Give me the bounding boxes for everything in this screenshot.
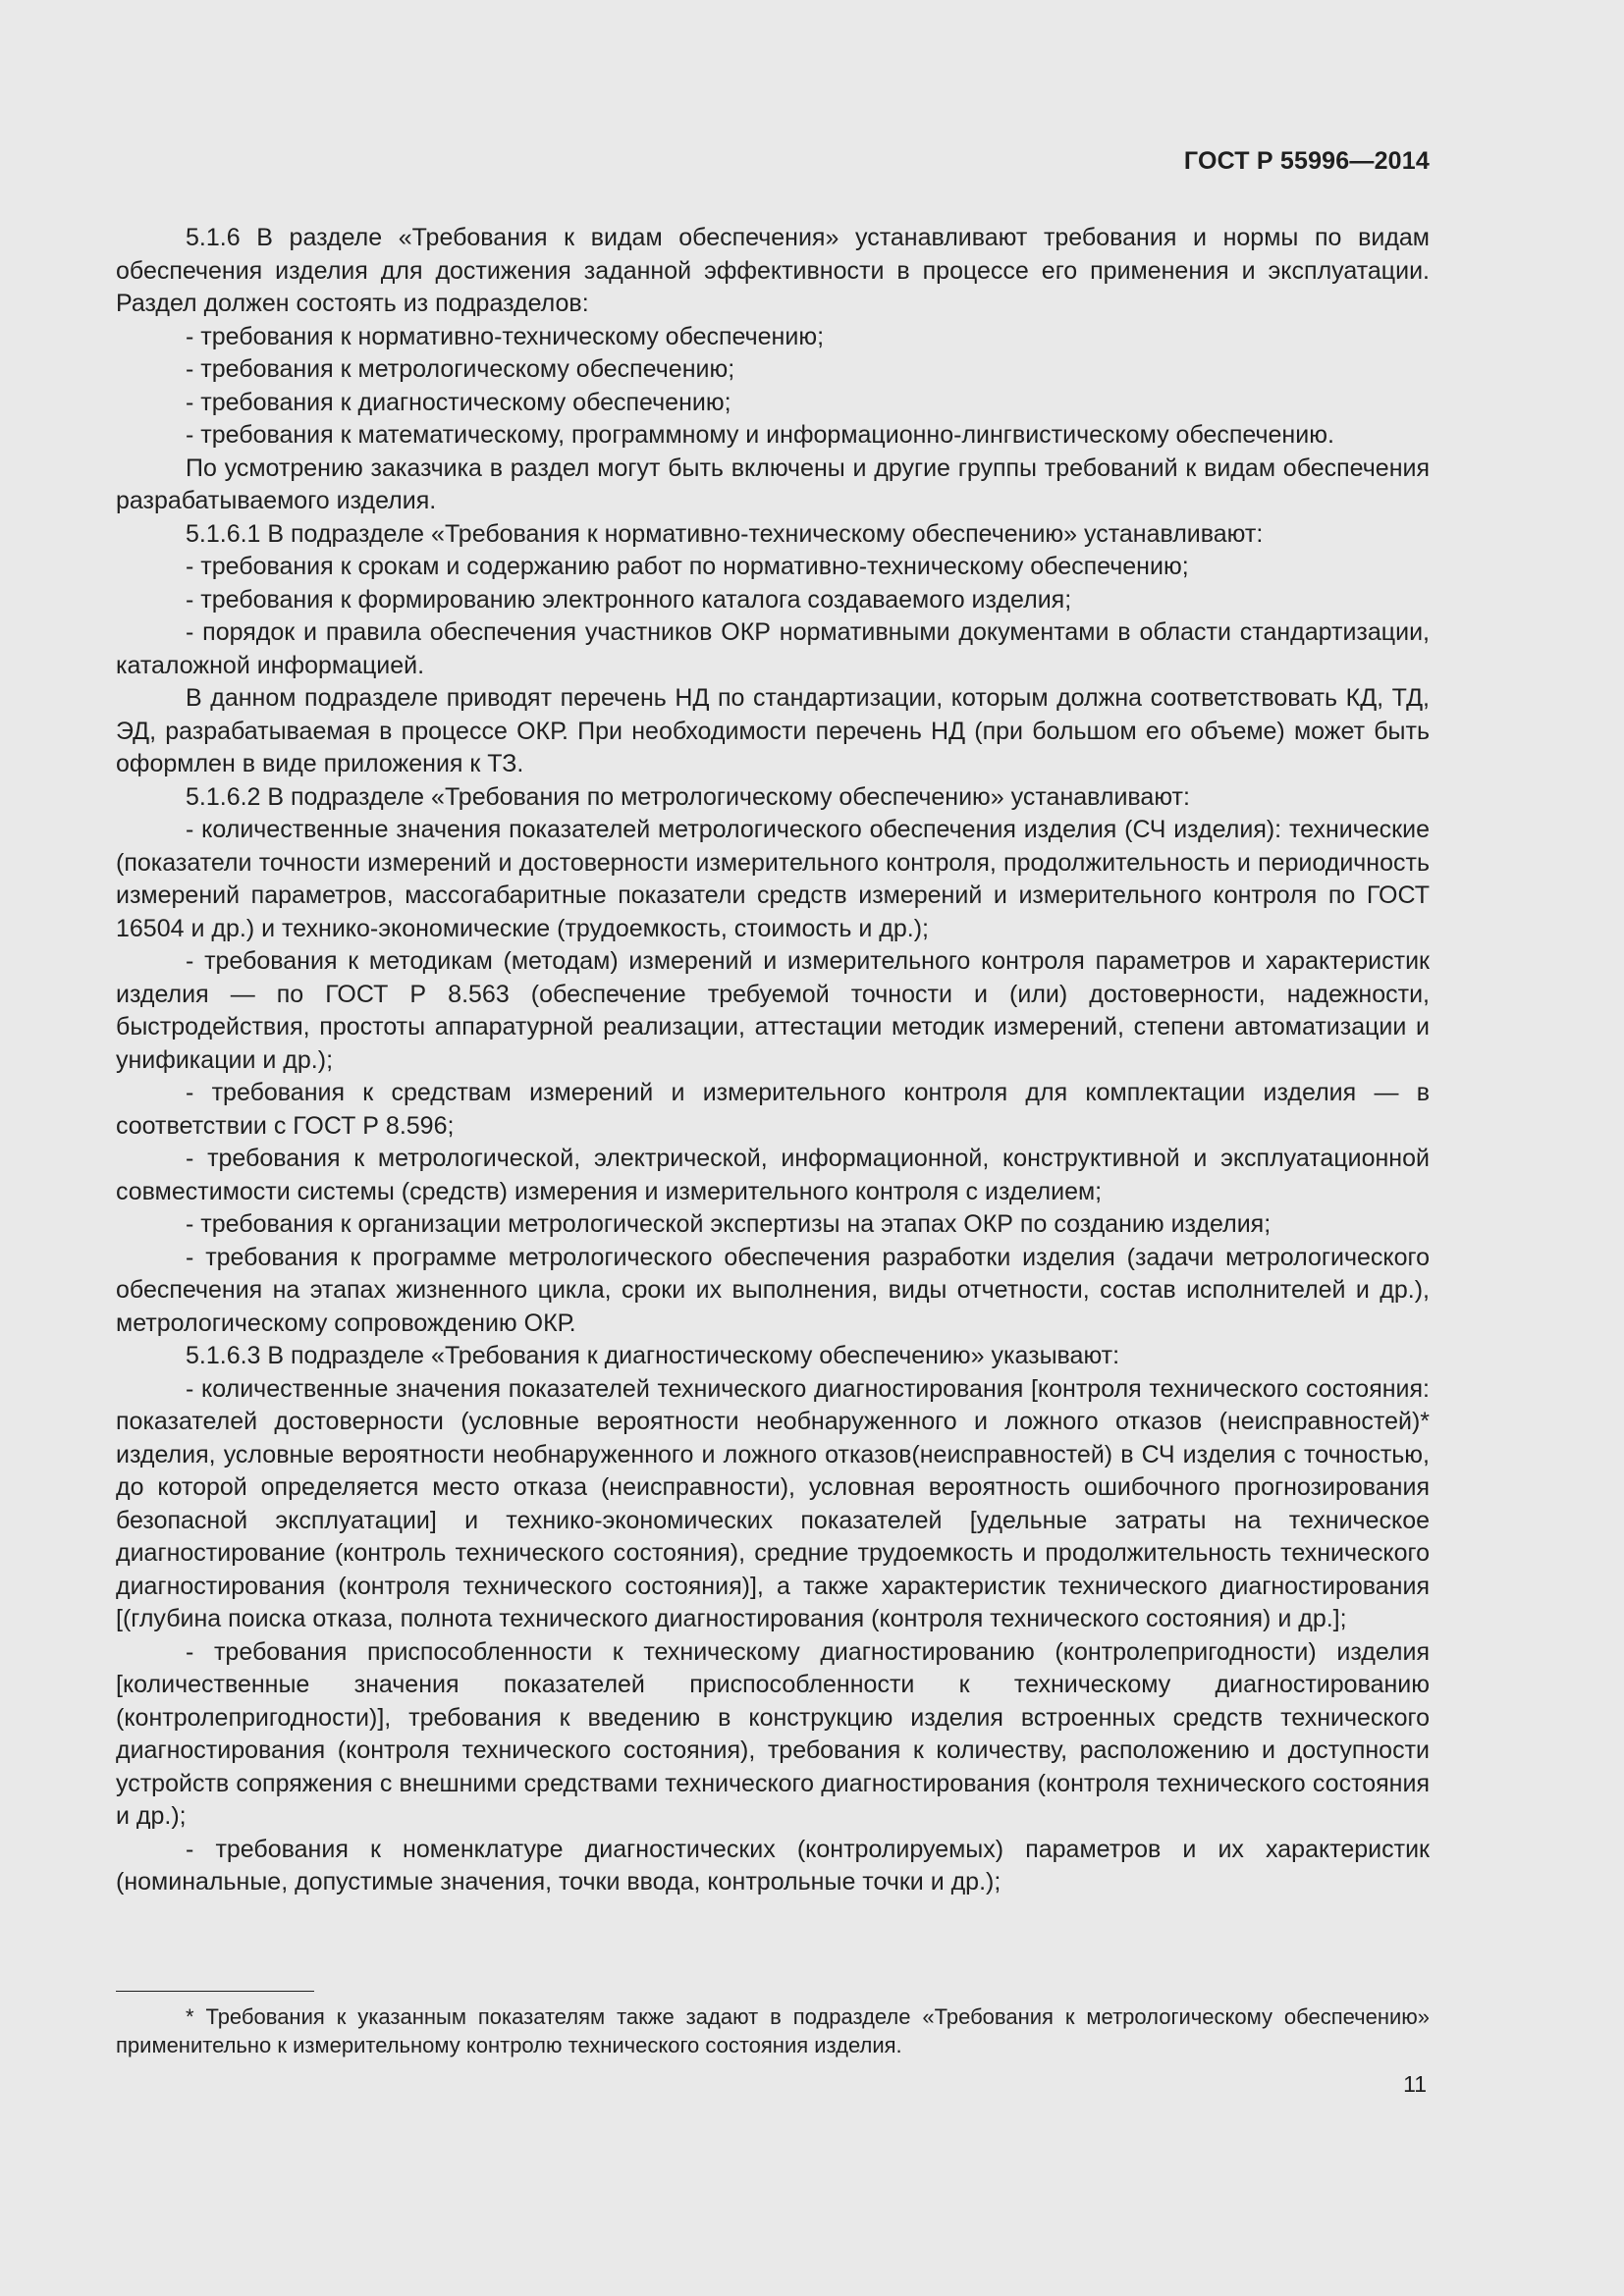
paragraph: - требования к математическому, программному и информационно-лингвистическому обеспечению. xyxy=(186,421,1334,449)
paragraph: - требования к организации метрологической экспертизы на этапах ОКР по созданию изделия; xyxy=(186,1210,1272,1238)
paragraph: В данном подразделе приводят перечень НД по стандартизации, которым должна соответствовать КД, ТД, ЭД, разрабатываемая в процессе ОКР. При необходимости перечень НД (при большом его объеме) может быть оформлен в виде приложения к ТЗ. xyxy=(116,684,1430,777)
paragraph: - требования к срокам и содержанию работ по нормативно-техническому обеспечению; xyxy=(186,553,1189,580)
footnote-text: * Требования к указанным показателям также задают в подразделе «Требования к метрологическому обеспечению» применительно к измерительному контролю технического состояния изделия. xyxy=(116,2004,1430,2057)
main-text xyxy=(116,222,1430,1899)
paragraph: По усмотрению заказчика в раздел могут быть включены и другие группы требований к видам обеспечения разрабатываемого изделия. xyxy=(116,454,1430,514)
paragraph: 5.1.6.2 В подразделе «Требования по метрологическому обеспечению» устанавливают: xyxy=(186,782,1190,811)
paragraph: 5.1.6.3 В подразделе «Требования к диагностическому обеспечению» указывают: xyxy=(186,1342,1120,1369)
paragraph: - требования к методикам (методам) измерений и измерительного контроля параметров и характеристик изделия — по ГОСТ Р 8.563 (обеспечение требуемой точности и (или) достоверности, надежности, быстродействия, простоты аппаратурной реализации, аттестации методик измерений, степени автоматизации и унификации и др.); xyxy=(116,947,1430,1074)
paragraph: - требования к метрологической, электрической, информационной, конструктивной и эксплуатационной совместимости системы (средств) измерения и измерительного контроля с изделием; xyxy=(116,1145,1430,1205)
footnote-divider xyxy=(116,1991,314,1992)
document-header: ГОСТ Р 55996—2014 xyxy=(1183,147,1430,175)
paragraph: - требования к средствам измерений и измерительного контроля для комплектации изделия — в соответствии с ГОСТ Р 8.596; xyxy=(116,1079,1430,1140)
paragraph: - требования к нормативно-техническому обеспечению; xyxy=(186,322,825,350)
page-number: 11 xyxy=(1403,2071,1427,2097)
paragraph: - требования к формированию электронного каталога создаваемого изделия; xyxy=(186,585,1072,614)
paragraph: - количественные значения показателей метрологического обеспечения изделия (СЧ изделия): технические (показатели точности измерений и достоверности измерительного контроля, продолжительность и периодичность измерений параметров, массогабаритные показатели средств измерений и измерительного контроля по ГОСТ 16504 и др.) и технико-экономические (трудоемкость, стоимость и др.); xyxy=(116,816,1430,942)
paragraph: 5.1.6.1 В подразделе «Требования к нормативно-техническому обеспечению» устанавливают: xyxy=(186,519,1264,548)
paragraph: - количественные значения показателей технического диагностирования [контроля технического состояния: показателей достоверности (условные вероятности необнаруженного и ложного отказов (неисправностей)* изделия, условные вероятности необнаруженного и ложного отказов(неисправностей) в СЧ изделия с точностью, до которой определяется место отказа (неисправности), условная вероятность ошибочного прогнозирования безопасной эксплуатации] и технико-экономических показателей [удельные затраты на техническое диагностирование (контроль технического состояния), средние трудоемкость и продолжительность технического диагностирования (контроля технического состояния)], а также характеристик технического диагностирования [(глубина поиска отказа, полнота технического диагностирования (контроля технического состояния) и др.]; xyxy=(116,1374,1430,1632)
paragraph: - порядок и правила обеспечения участников ОКР нормативными документами в области стандартизации, каталожной информацией. xyxy=(116,618,1430,679)
paragraph: - требования к диагностическому обеспечению; xyxy=(186,388,731,416)
footnote xyxy=(116,2002,1430,2059)
paragraph: - требования к программе метрологического обеспечения разработки изделия (задачи метрологического обеспечения на этапах жизненного цикла, сроки их выполнения, виды отчетности, состав исполнителей и др.), метрологическому сопровождению ОКР. xyxy=(116,1243,1430,1337)
paragraph: 5.1.6 В разделе «Требования к видам обеспечения» устанавливают требования и нормы по видам обеспечения изделия для достижения заданной эффективности в процессе его применения и эксплуатации. Раздел должен состоять из подразделов: xyxy=(116,224,1430,317)
paragraph: - требования к номенклатуре диагностических (контролируемых) параметров и их характеристик (номинальные, допустимые значения, точки ввода, контрольные точки и др.); xyxy=(116,1835,1430,1896)
paragraph: - требования приспособленности к техническому диагностированию (контролепригодности) изделия [количественные значения показателей приспособленности к техническому диагностированию (контролепригодности)], требования к введению в конструкцию изделия встроенных средств технического диагностирования (контроля технического состояния), требования к количеству, расположению и доступности устройств сопряжения с внешними средствами технического диагностирования (контроля технического состояния и др.); xyxy=(116,1637,1430,1830)
paragraph: - требования к метрологическому обеспечению; xyxy=(186,355,735,383)
